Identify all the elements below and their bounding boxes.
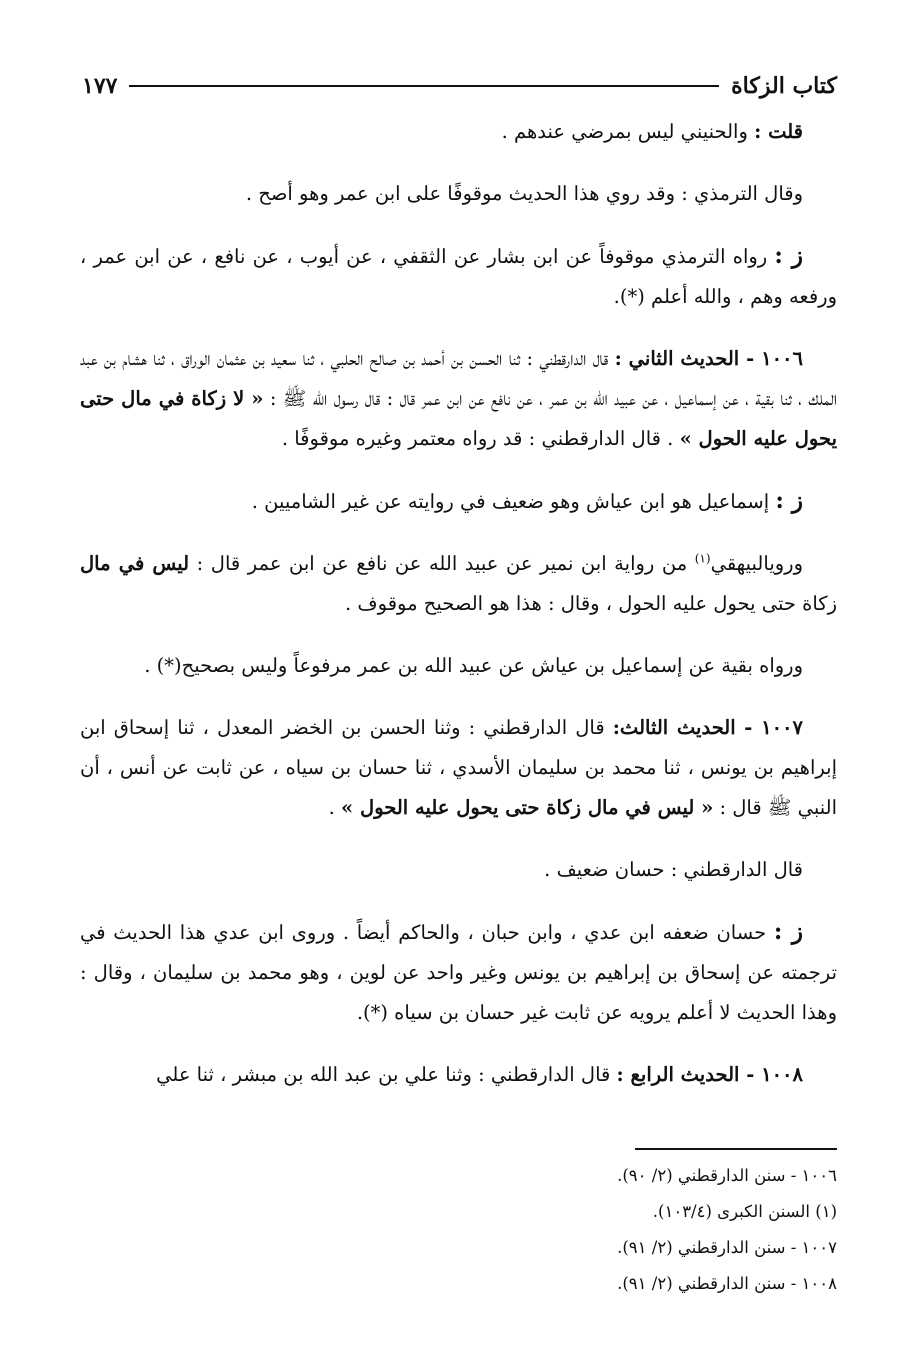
header-rule — [129, 85, 719, 87]
text-segment: حسان ضعفه ابن عدي ، وابن حبان ، والحاكم أيضاً . وروى ابن عدي هذا الحديث في ترجمته عن إسحاق بن إبراهيم بن يونس وغير واحد عن لوين ، وهو محمد بن سليمان ، وقال : وهذا الحديث لا أعلم يرويه عن ثابت غير حسان بن سياه (*). — [80, 921, 837, 1024]
bold-text: « لا زكاة في مال حتى يحول عليه الحول » — [80, 387, 837, 450]
footnote-marker: (١) — [694, 551, 711, 566]
text-segment: قال الدارقطني : وثنا الحسن بن الخضر المعدل ، ثنا إسحاق ابن إبراهيم بن يونس ، ثنا محمد بن سليمان الأسدي ، ثنا حسان بن سياه ، عن ثابت عن أنس ، أن النبي ﷺ قال : — [80, 716, 837, 819]
bold-text: ١٠٠٧ - الحديث الثالث: — [612, 716, 803, 739]
bold-text: « ليس في مال زكاة حتى يحول عليه الحول » — [341, 796, 714, 819]
footnotes — [80, 1158, 837, 1302]
footnote-separator — [635, 1148, 837, 1150]
text-segment: زكاة حتى يحول عليه الحول ، وقال : هذا هو الصحيح موقوف . — [345, 592, 837, 615]
main-text — [80, 112, 837, 1117]
footnote-line: (١) السنن الكبرى (١٠٣/٤). — [652, 1202, 837, 1221]
text-segment: قال الدارقطني : حسان ضعيف . — [544, 858, 803, 881]
paragraph-p5 — [80, 481, 837, 522]
book-title: كتاب الزكاة — [731, 73, 837, 99]
text-segment: . — [328, 796, 342, 819]
paragraph-p6 — [80, 544, 837, 624]
text-segment: من رواية ابن نمير عن عبيد الله عن نافع عن ابن عمر قال : — [189, 552, 695, 575]
commentary-marker: ز : — [773, 918, 803, 945]
paragraph-p7 — [80, 646, 837, 686]
commentary-marker: ز : — [775, 487, 803, 514]
commentary-marker: ز : — [774, 242, 803, 269]
bold-text: ١٠٠٨ - الحديث الرابع : — [616, 1063, 803, 1086]
text-segment: رواه الترمذي موقوفاً عن ابن بشار عن الثقفي ، عن أيوب ، عن نافع ، عن ابن عمر ، ورفعه وهم ، والله أعلم (*). — [80, 245, 837, 308]
footnote-line: ١٠٠٨ - سنن الدارقطني (٢/ ٩١). — [617, 1274, 837, 1293]
paragraph-p3 — [80, 236, 837, 317]
text-segment: قال الدارقطني : وثنا علي بن عبد الله بن مبشر ، ثنا علي — [156, 1063, 617, 1086]
page-number: ١٧٧ — [82, 73, 118, 99]
text-segment: ورويالبيهقي — [710, 552, 803, 575]
text-segment: . قال الدارقطني : قد رواه معتمر وغيره موقوفًا . — [281, 427, 680, 450]
paragraph-p9 — [80, 850, 837, 890]
paragraph-p1 — [80, 112, 837, 152]
bold-text: ١٠٠٦ - الحديث الثاني : — [614, 347, 803, 370]
bold-text: قلت : — [754, 120, 803, 143]
footnote-line: ١٠٠٧ - سنن الدارقطني (٢/ ٩١). — [617, 1238, 837, 1257]
paragraph-p4 — [80, 339, 837, 459]
running-header — [82, 66, 837, 106]
paragraph-p10 — [80, 912, 837, 1033]
paragraph-p11 — [80, 1055, 837, 1095]
footnote-line: ١٠٠٦ - سنن الدارقطني (٢/ ٩٠). — [617, 1166, 837, 1185]
paragraph-p8 — [80, 708, 837, 828]
paragraph-p2 — [80, 174, 837, 214]
text-segment: والحنيني ليس بمرضي عندهم . — [501, 120, 755, 143]
text-segment: ورواه بقية عن إسماعيل بن عياش عن عبيد الله بن عمر مرفوعاً وليس بصحيح(*) . — [144, 654, 803, 677]
text-segment: إسماعيل هو ابن عياش وهو ضعيف في روايته عن غير الشاميين . — [251, 490, 776, 513]
text-segment: وقال الترمذي : وقد روي هذا الحديث موقوفًا على ابن عمر وهو أصح . — [245, 182, 803, 205]
text-segment: قال الدارقطني : ثنا الحسن بن أحمد بن صالح الحلبي ، ثنا سعيد بن عثمان الوراق ، ثنا هشام بن عبد الملك ، ثنا بقية ، عن إسماعيل ، عن عبيد الله بن عمر ، عن نافع عن ابن عمر قال : قال رسول الله ﷺ : — [80, 347, 838, 410]
bold-text: ليس في مال — [80, 552, 190, 575]
